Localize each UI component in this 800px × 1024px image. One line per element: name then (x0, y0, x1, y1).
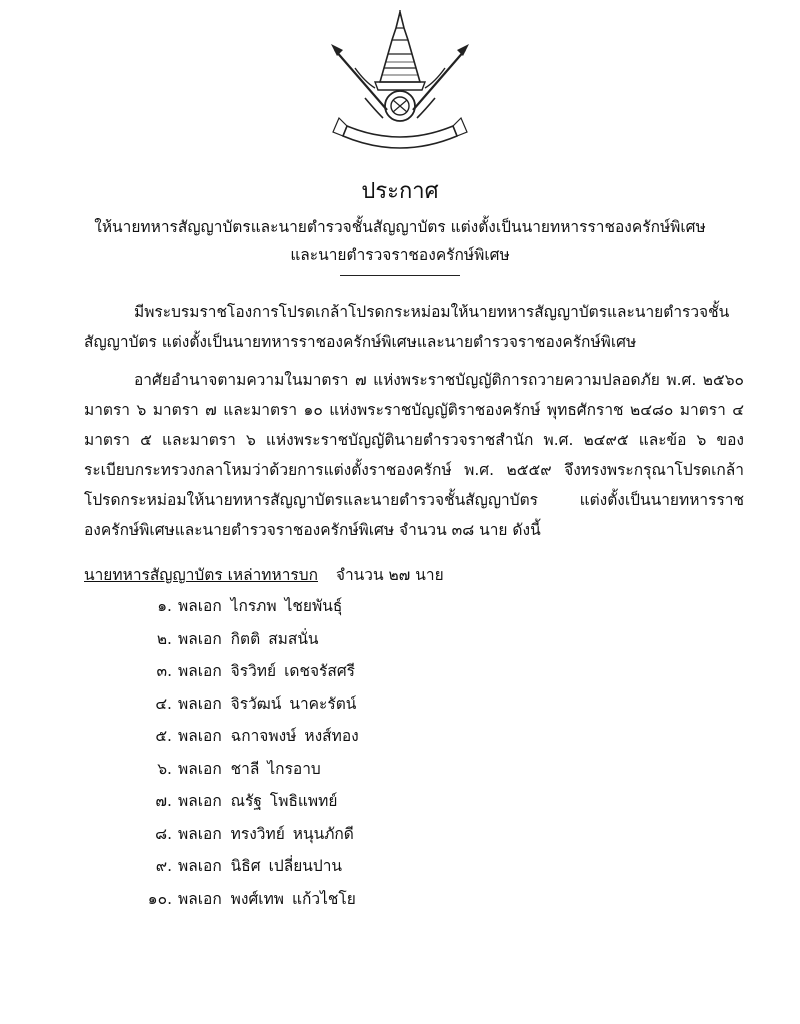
item-rank: พลเอก (178, 889, 222, 908)
item-first-name: กิตติ (230, 629, 261, 648)
item-last-name: หนุนภักดี (292, 824, 354, 843)
item-first-name: จิรวิทย์ (230, 662, 277, 680)
item-number: ๗. (155, 792, 172, 810)
list-item (128, 720, 359, 753)
subtitle-line-2: และนายตำรวจราชองครักษ์พิเศษ (290, 246, 510, 264)
item-last-name: หงส์ทอง (304, 727, 359, 745)
item-rank: พลเอก (178, 824, 222, 843)
item-last-name: เปลี่ยนปาน (268, 857, 343, 875)
item-last-name: ไชยพันธุ์ (284, 597, 343, 615)
officer-list (128, 590, 359, 915)
list-item (128, 623, 359, 656)
list-item (128, 883, 359, 916)
list-item (128, 590, 359, 623)
item-rank: พลเอก (178, 694, 222, 713)
item-last-name: นาคะรัตน์ (289, 694, 357, 713)
item-number: ๑. (157, 597, 172, 615)
list-item (128, 785, 359, 818)
item-rank: พลเอก (178, 629, 222, 648)
list-item (128, 753, 359, 786)
item-number: ๖. (157, 759, 172, 778)
item-first-name: นิธิศ (230, 857, 261, 875)
item-first-name: จิรวัฒน์ (230, 694, 282, 713)
list-item (128, 688, 359, 721)
section-count: จำนวน ๒๗ นาย (335, 566, 444, 584)
title-divider (340, 275, 460, 276)
item-number: ๒. (156, 629, 172, 648)
item-rank: พลเอก (178, 759, 222, 778)
item-number: ๘. (155, 824, 172, 843)
item-last-name: แก้วไชโย (292, 889, 356, 908)
item-last-name: โพธิแพทย์ (269, 792, 338, 810)
item-number: ๔. (155, 694, 172, 713)
list-item (128, 850, 359, 883)
section-heading-text: นายทหารสัญญาบัตร เหล่าทหารบก (84, 566, 318, 584)
list-item (128, 655, 359, 688)
page-title: ประกาศ (361, 179, 439, 204)
item-rank: พลเอก (178, 727, 222, 745)
list-item (128, 818, 359, 851)
item-first-name: ไกรภพ (230, 597, 277, 615)
paragraph-1: มีพระบรมราชโองการโปรดเกล้าโปรดกระหม่อมให้นายทหารสัญญาบัตรและนายตำรวจชั้นสัญญาบัตร แต่งตั้งเป็นนายทหารราชองครักษ์พิเศษและนายตำรวจราชองครักษ์พิเศษ (84, 303, 730, 351)
item-first-name: ฉกาจพงษ์ (230, 727, 297, 745)
paragraph-2: อาศัยอำนาจตามความในมาตรา ๗ แห่งพระราชบัญญัติการถวายความปลอดภัย พ.ศ. ๒๕๖๐ มาตรา ๖ มาตรา ๗ และมาตรา ๑๐ แห่งพระราชบัญญัติราชองครักษ์ พุทธศักราช ๒๔๘๐ มาตรา ๔ มาตรา ๕ และมาตรา ๖ แห่งพระราชบัญญัตินายตำรวจราชสำนัก พ.ศ. ๒๔๙๕ และข้อ ๖ ของระเบียบกระทรวงกลาโหมว่าด้วยการแต่งตั้งราชองครักษ์ พ.ศ. ๒๕๕๙ จึงทรงพระกรุณาโปรดเกล้าโปรดกระหม่อมให้นายทหารสัญญาบัตรและนายตำรวจชั้นสัญญาบัตร แต่งตั้งเป็นนายทหารราชองครักษ์พิเศษและนายตำรวจราชองครักษ์พิเศษ จำนวน ๓๘ นาย ดังนี้ (84, 371, 744, 539)
item-number: ๑๐. (147, 889, 172, 908)
item-last-name: สมสนั่น (268, 629, 319, 648)
subtitle (60, 213, 740, 269)
item-number: ๕. (155, 727, 172, 745)
item-rank: พลเอก (178, 792, 222, 810)
item-last-name: ไกรอาบ (267, 759, 321, 778)
item-first-name: ทรงวิทย์ (230, 824, 285, 843)
item-first-name: ณรัฐ (230, 792, 262, 810)
item-first-name: ชาลี (230, 759, 260, 778)
royal-emblem-icon (325, 10, 475, 152)
item-number: ๙. (155, 857, 172, 875)
item-number: ๓. (156, 662, 172, 680)
item-last-name: เดชจรัสศรี (284, 662, 355, 680)
item-rank: พลเอก (178, 857, 222, 875)
item-rank: พลเอก (178, 662, 222, 680)
section-heading (84, 560, 444, 590)
item-first-name: พงศ์เทพ (230, 889, 285, 908)
subtitle-line-1: ให้นายทหารสัญญาบัตรและนายตำรวจชั้นสัญญาบัตร แต่งตั้งเป็นนายทหารราชองครักษ์พิเศษ (94, 218, 706, 236)
item-rank: พลเอก (178, 597, 222, 615)
